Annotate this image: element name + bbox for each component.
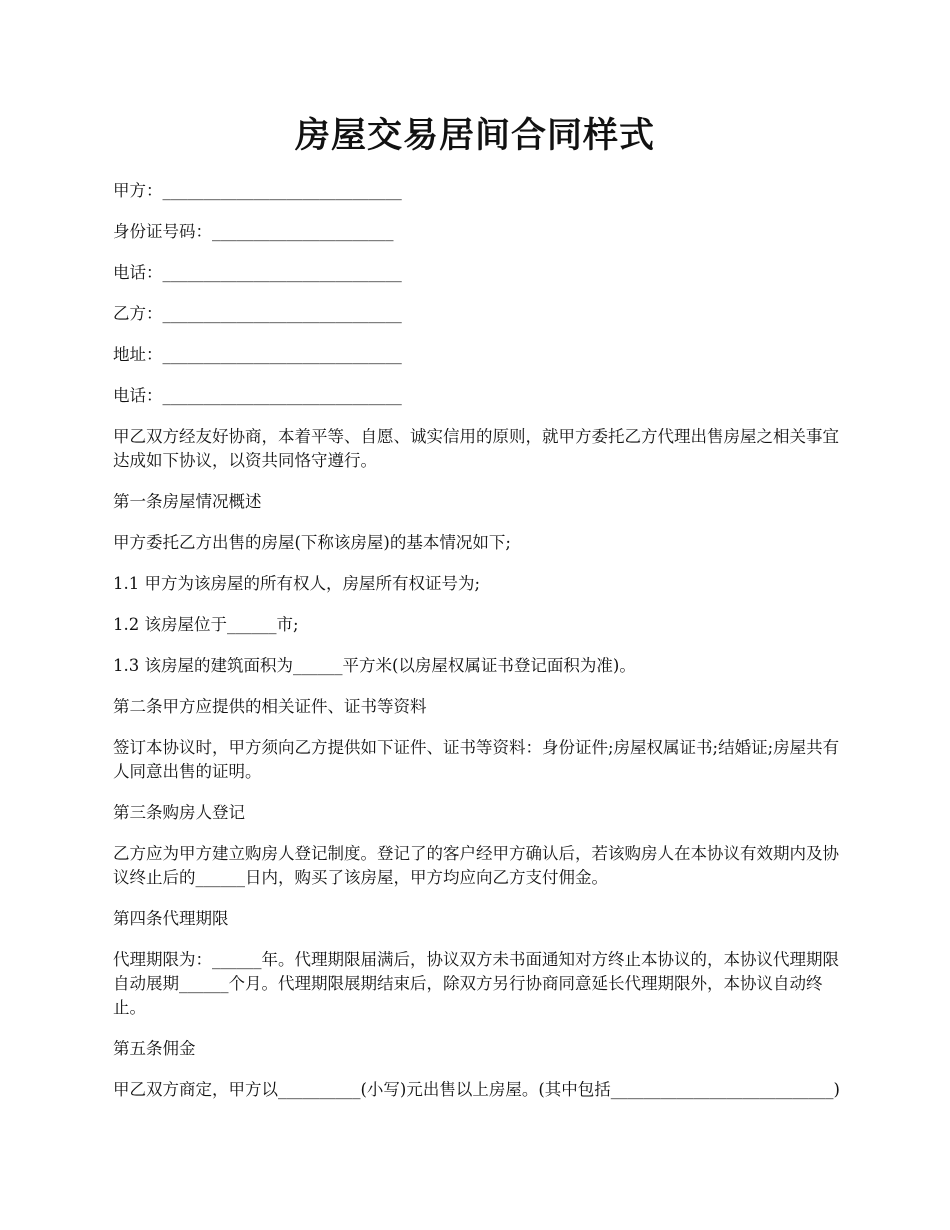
- id-number-field: 身份证号码：______________________: [113, 222, 394, 241]
- article-4-heading: 第四条代理期限: [113, 909, 229, 928]
- clause-1-3: 1.3 该房屋的建筑面积为______平方米(以房屋权属证书登记面积为准)。: [113, 656, 636, 675]
- address-field: 地址：_____________________________: [113, 345, 402, 364]
- intro-paragraph: 甲乙双方经友好协商，本着平等、自愿、诚实信用的原则，就甲方委托乙方代理出售房屋之相关事宜达成如下协议，以资共同恪守遵行。: [113, 427, 839, 470]
- document-title: 房屋交易居间合同样式: [294, 115, 655, 156]
- clause-1-2: 1.2 该房屋位于______市;: [113, 615, 299, 634]
- article-1-paragraph: 甲方委托乙方出售的房屋(下称该房屋)的基本情况如下;: [113, 533, 511, 552]
- article-1-heading: 第一条房屋情况概述: [113, 492, 262, 511]
- article-5-paragraph: 甲乙双方商定，甲方以__________(小写)元出售以上房屋。(其中包括___________________________): [113, 1080, 840, 1099]
- article-3-paragraph: 乙方应为甲方建立购房人登记制度。登记了的客户经甲方确认后，若该购房人在本协议有效期内及协议终止后的______日内，购买了该房屋，甲方均应向乙方支付佣金。: [113, 844, 839, 887]
- article-5-heading: 第五条佣金: [113, 1039, 196, 1058]
- clause-1-1: 1.1 甲方为该房屋的所有权人，房屋所有权证号为;: [113, 574, 481, 593]
- phone-field-a: 电话：_____________________________: [113, 263, 402, 282]
- party-b-field: 乙方：_____________________________: [113, 304, 402, 323]
- article-4-paragraph: 代理期限为：______年。代理期限届满后，协议双方未书面通知对方终止本协议的，本协议代理期限自动展期______个月。代理期限展期结束后，除双方另行协商同意延长代理期限外，本协议自动终止。: [113, 950, 839, 1017]
- article-2-heading: 第二条甲方应提供的相关证件、证书等资料: [113, 697, 427, 716]
- article-2-paragraph: 签订本协议时，甲方须向乙方提供如下证件、证书等资料：身份证件;房屋权属证书;结婚证;房屋共有人同意出售的证明。: [113, 738, 840, 781]
- article-3-heading: 第三条购房人登记: [113, 803, 245, 822]
- party-a-field: 甲方：_____________________________: [113, 181, 402, 200]
- document-body: [113, 179, 841, 1119]
- phone-field-b: 电话：_____________________________: [113, 386, 402, 405]
